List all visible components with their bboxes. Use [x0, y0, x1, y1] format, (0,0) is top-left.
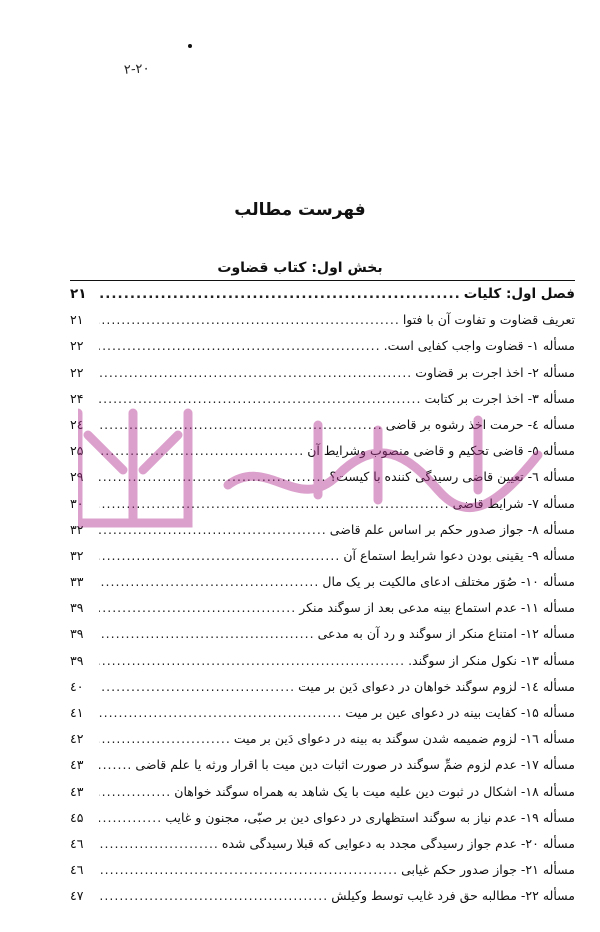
leader-dots [99, 333, 381, 359]
toc-row [70, 307, 575, 333]
toc-row [70, 857, 575, 883]
leader-dots [99, 805, 162, 831]
leader-dots [99, 360, 412, 386]
leader-dots [99, 752, 132, 778]
toc-entry-title: مسأله ٥- قاضی تحکیم و قاضی منصوب وشرایط آن [307, 443, 575, 459]
toc-row [70, 595, 575, 621]
toc-page-number: ۳۲ [70, 521, 84, 537]
leader-dots [99, 779, 171, 805]
leader-dots [99, 491, 450, 517]
toc-page-number: ۲۹ [70, 469, 84, 485]
toc-row [70, 648, 575, 674]
toc-row [70, 360, 575, 386]
leader-dots [99, 543, 340, 569]
toc-page-number: ۳۹ [70, 626, 84, 642]
toc-page-number: ۲٤ [70, 416, 84, 432]
toc-entry-title: مسأله ۱۰- صُوَر مختلف ادعای مالکیت بر یک مال [322, 574, 575, 590]
toc-page-number: ٤۲ [70, 731, 84, 747]
toc-row [70, 569, 575, 595]
toc-page-number: ۳۹ [70, 652, 84, 668]
leader-dots [99, 464, 327, 490]
toc-page-number: ۲۴ [70, 390, 84, 406]
toc-entry-title: مسأله ۱۱- عدم استماع بینه مدعی بعد از سوگند منکر [299, 600, 575, 616]
toc-row [70, 726, 575, 752]
toc-entry-title: مسأله ۱۵- کفایت بینه در دعوای عین بر میت [345, 705, 575, 720]
page-marker: ۲-۲۰ [123, 61, 151, 78]
toc-page-number: ۳۲ [70, 547, 84, 563]
toc-row [70, 805, 575, 831]
toc-entry-title: مسأله ۷- شرایط قاضی [452, 495, 575, 511]
leader-dots [99, 883, 328, 909]
toc-row [70, 543, 575, 569]
toc-page-number: ٤۵ [70, 809, 84, 825]
toc-entry-title: مسأله ۱۹- عدم نیاز به سوگند استظهاری در دعوای دین بر صبّی، مجنون و غایب [165, 809, 575, 825]
leader-dots [99, 831, 219, 857]
toc-entry-title: مسأله ۲- اخذ اجرت بر قضاوت [415, 364, 575, 380]
leader-dots [99, 386, 421, 412]
toc-page-number: ٤۰ [70, 678, 84, 694]
leader-dots [99, 648, 405, 674]
toc-page-number: ٤۷ [70, 888, 84, 904]
leader-dots [99, 569, 319, 595]
toc-entry-title: مسأله ۸- جواز صدور حکم بر اساس علم قاضی [329, 521, 575, 537]
leader-dots [99, 517, 327, 543]
leader-dots [99, 621, 315, 647]
toc-entry-title: مسأله ۲۱- جواز صدور حکم غیابی [401, 862, 575, 878]
toc-page-number: ۲۵ [70, 443, 84, 459]
toc-page-number: ٤٦ [70, 862, 84, 878]
toc-entry-title: مسأله ۱۳- نکول منکر از سوگند. [408, 652, 575, 668]
toc-entry-title: مسأله ٦- تعیین قاضی رسیدگی کننده با کیست؟ [329, 469, 575, 485]
toc-row [70, 412, 575, 438]
toc-chapter-row [70, 281, 575, 307]
leader-dots [99, 307, 400, 333]
toc-page-number: ٤٦ [70, 835, 84, 851]
toc-entry-title: مسأله ۱۲- امتناع منکر از سوگند و رد آن به مدعی [317, 626, 575, 642]
leader-dots [99, 438, 304, 464]
toc-row [70, 333, 575, 359]
ink-dot [188, 44, 192, 48]
toc-page-number: ۳۳ [70, 574, 84, 590]
toc-page-number: ۲۱ [70, 286, 87, 302]
toc-entry-title: مسأله ۱۸- اشکال در ثبوت دین علیه میت با یک شاهد به همراه سوگند خواهان [174, 783, 575, 799]
leader-dots [99, 726, 231, 752]
toc-page-number: ۳۰ [70, 495, 84, 511]
toc-entry-title: مسأله ٤- حرمت اخذ رشوه بر قاضی [385, 416, 575, 432]
toc-page-number: ۳۹ [70, 600, 84, 616]
leader-dots [99, 281, 461, 307]
toc-entry-title: فصل اول: کلیات [463, 286, 575, 302]
leader-dots [99, 700, 342, 726]
table-of-contents [70, 280, 575, 910]
toc-row [70, 464, 575, 490]
toc-page-number: ۲۱ [70, 312, 84, 328]
toc-entry-title: مسأله ۱٤- لزوم سوگند خواهان در دعوای دَین بر میت [298, 678, 575, 694]
toc-row [70, 438, 575, 464]
leader-dots [99, 412, 383, 438]
leader-dots [99, 674, 295, 700]
toc-row [70, 752, 575, 778]
toc-row [70, 674, 575, 700]
toc-row [70, 700, 575, 726]
toc-row [70, 491, 575, 517]
toc-entry-title: مسأله ۲۰- عدم جواز رسیدگی مجدد به دعوایی که قبلا رسیدگی شده [221, 835, 575, 851]
page-title: فهرست مطالب [234, 200, 366, 220]
toc-entry-title: تعریف قضاوت و تفاوت آن با فتوا [402, 312, 575, 328]
toc-entry-title: مسأله ۱۷- عدم لزوم ضمِّ سوگند در صورت اثبات دین میت با اقرار ورثه یا علم قاضی [135, 757, 575, 773]
toc-page-number: ٤۱ [70, 705, 84, 720]
toc-row [70, 883, 575, 909]
leader-dots [99, 595, 296, 621]
toc-entry-title: مسأله ۲۲- مطالبه حق فرد غایب توسط وکیلش [331, 888, 575, 904]
toc-row [70, 386, 575, 412]
toc-entry-title: مسأله ۱٦- لزوم ضمیمه شدن سوگند به بینه در دعوای دَین بر میت [233, 731, 575, 747]
toc-page-number: ٤۳ [70, 757, 84, 773]
leader-dots [99, 857, 398, 883]
toc-row [70, 621, 575, 647]
part-title: بخش اول: کتاب قضاوت [217, 260, 383, 276]
toc-entry-title: مسأله ۹- یقینی بودن دعوا شرایط استماع آن [343, 547, 575, 563]
toc-page-number: ۲۲ [70, 364, 84, 380]
toc-row [70, 779, 575, 805]
toc-page-number: ۲۲ [70, 338, 84, 354]
toc-page-number: ٤۳ [70, 783, 84, 799]
toc-row [70, 517, 575, 543]
toc-entry-title: مسأله ۳- اخذ اجرت بر کتابت [424, 390, 575, 406]
toc-row [70, 831, 575, 857]
toc-entry-title: مسأله ۱- قضاوت واجب کفایی است. [383, 338, 575, 354]
